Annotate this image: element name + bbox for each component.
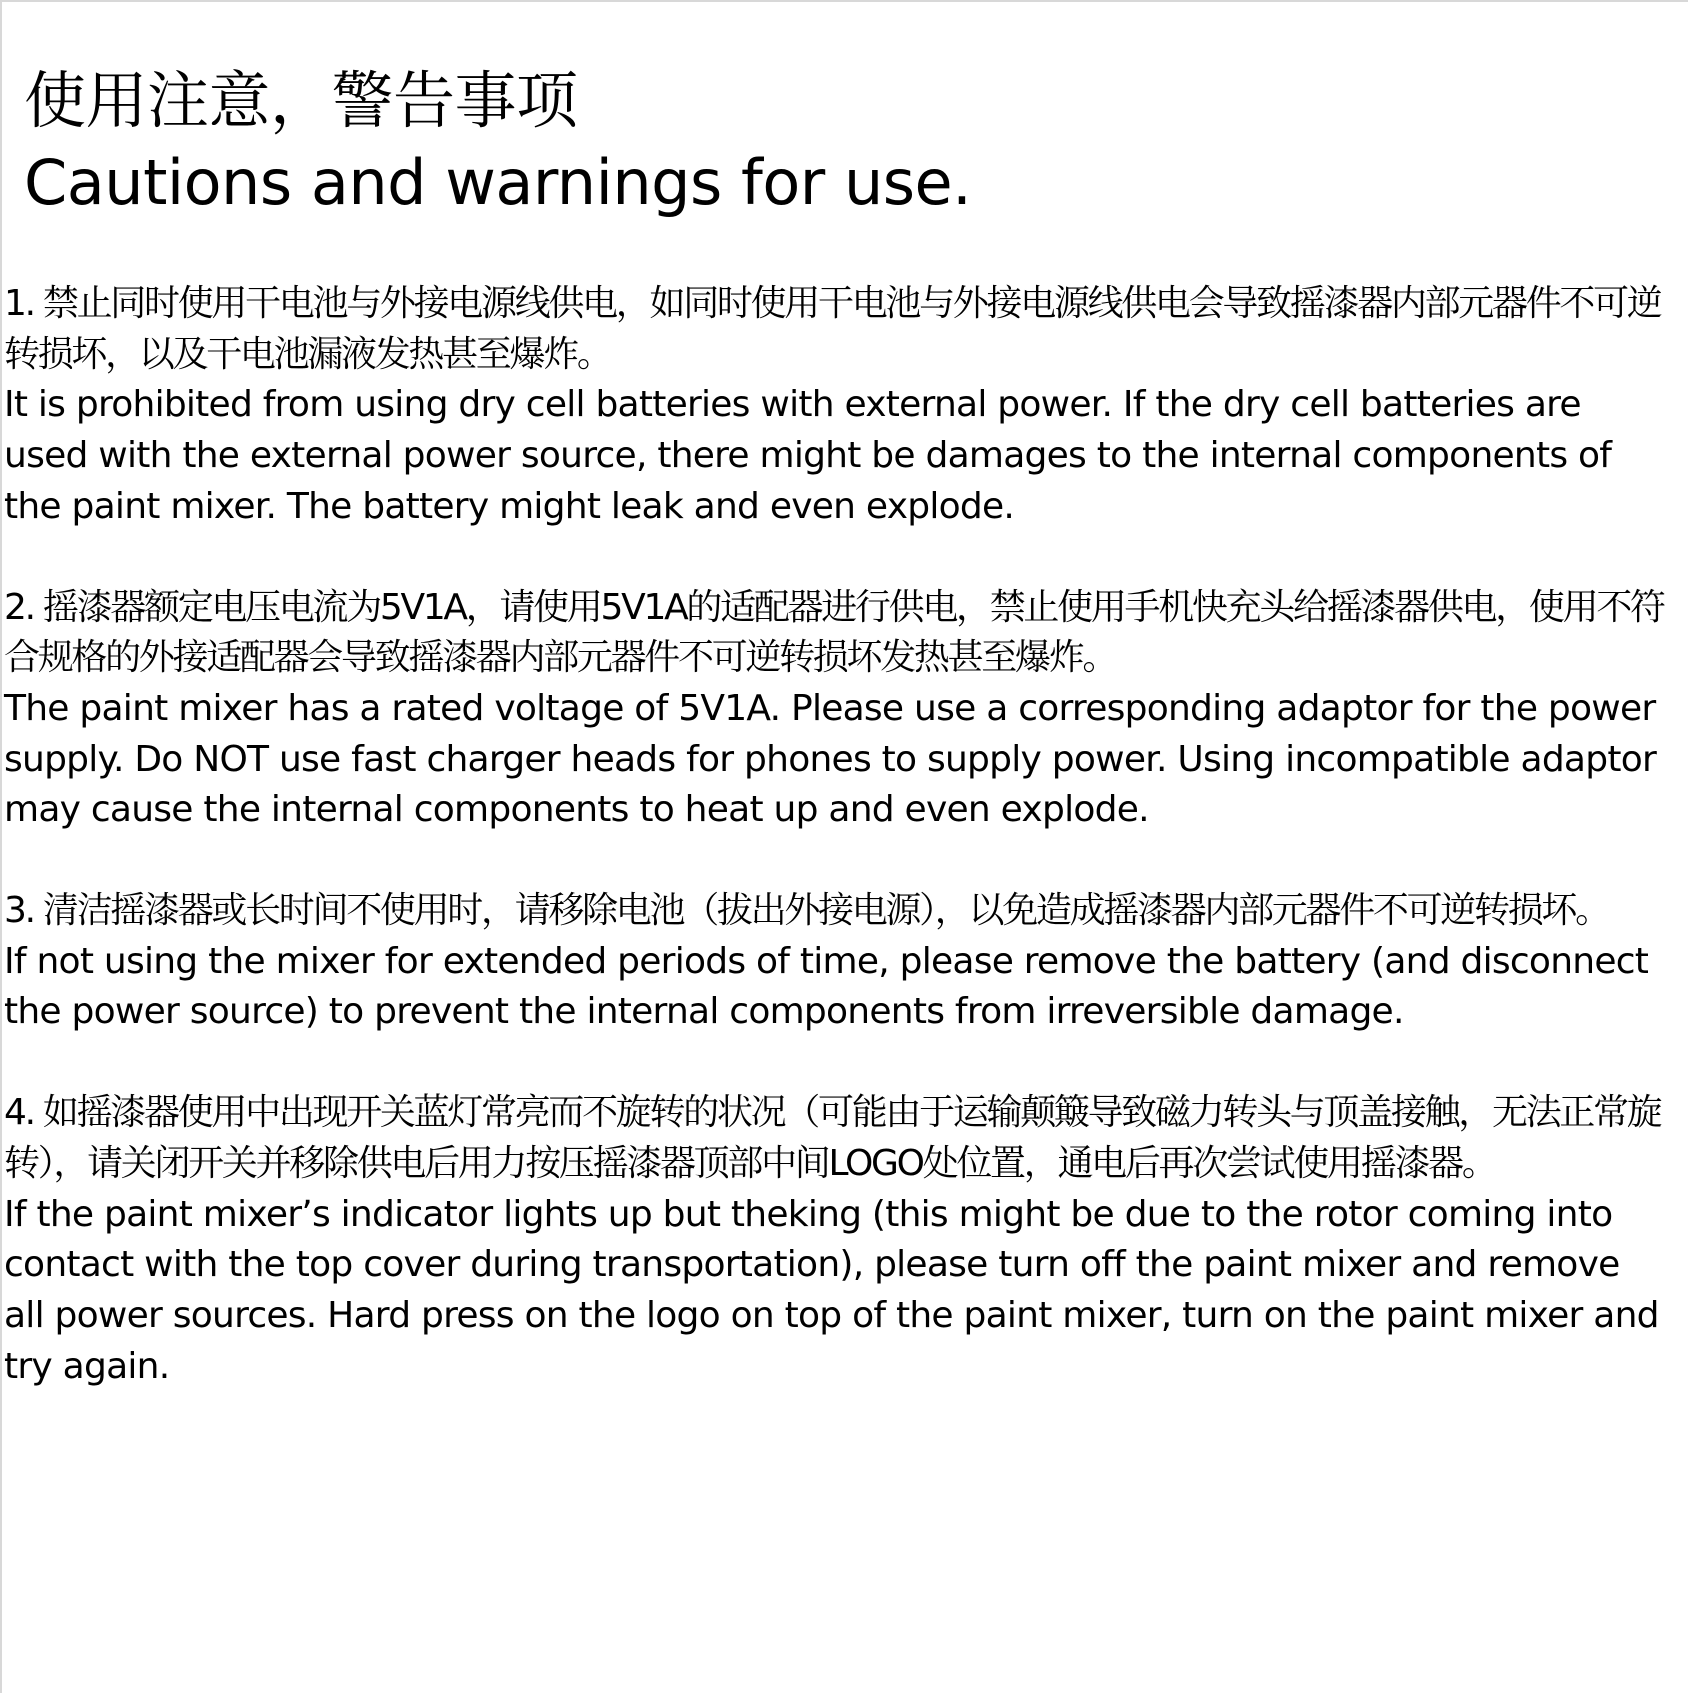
warning-text-english: If the paint mixer’s indicator lights up but theking (this might be due to the rotor coming into contact with the top cover during transportation), please turn off the paint mixer and remove all power sources. Hard press on the logo on top of the paint mixer, turn on the paint mixer and try again. — [4, 1193, 1659, 1387]
warning-text-english: The paint mixer has a rated voltage of 5V1A. Please use a corresponding adaptor for the power supply. Do NOT use fast charger heads for phones to supply power. Using incompatible adaptor may cause the internal components to heat up and even explode. — [4, 687, 1657, 831]
warning-item-4 — [4, 1088, 1664, 1392]
title-chinese: 使用注意，警告事项 — [24, 64, 578, 137]
warning-text-english: If not using the mixer for extended periods of time, please remove the battery (and disconnect the power source) to prevent the internal components from irreversible damage. — [4, 940, 1649, 1033]
document-page — [2, 2, 1688, 1695]
warning-item-1 — [4, 279, 1664, 533]
warning-text-english: It is prohibited from using dry cell batteries with external power. If the dry cell batteries are used with the external power source, there might be damages to the internal components of the paint mixer. The battery might leak and even explode. — [4, 384, 1612, 527]
warning-item-3 — [4, 886, 1664, 1038]
warning-text-chinese: 4. 如摇漆器使用中出现开关蓝灯常亮而不旋转的状况（可能由于运输颠簸导致磁力转头与顶盖接触，无法正常旋转），请关闭开关并移除供电后用力按压摇漆器顶部中间LOGO处位置，通电后再次尝试使用摇漆器。 — [4, 1092, 1661, 1184]
warning-item-2 — [4, 583, 1664, 837]
warnings-list — [4, 279, 1664, 1442]
page-title — [24, 60, 1664, 224]
warning-text-chinese: 3. 清洁摇漆器或长时间不使用时，请移除电池（拔出外接电源），以免造成摇漆器内部元器件不可逆转损坏。 — [4, 890, 1609, 932]
title-english: Cautions and warnings for use. — [24, 146, 972, 219]
warning-text-chinese: 1. 禁止同时使用干电池与外接电源线供电，如同时使用干电池与外接电源线供电会导致摇漆器内部元器件不可逆转损坏，以及干电池漏液发热甚至爆炸。 — [4, 283, 1661, 375]
warning-text-chinese: 2. 摇漆器额定电压电流为5V1A，请使用5V1A的适配器进行供电，禁止使用手机快充头给摇漆器供电，使用不符合规格的外接适配器会导致摇漆器内部元器件不可逆转损坏发热甚至爆炸。 — [4, 586, 1664, 679]
